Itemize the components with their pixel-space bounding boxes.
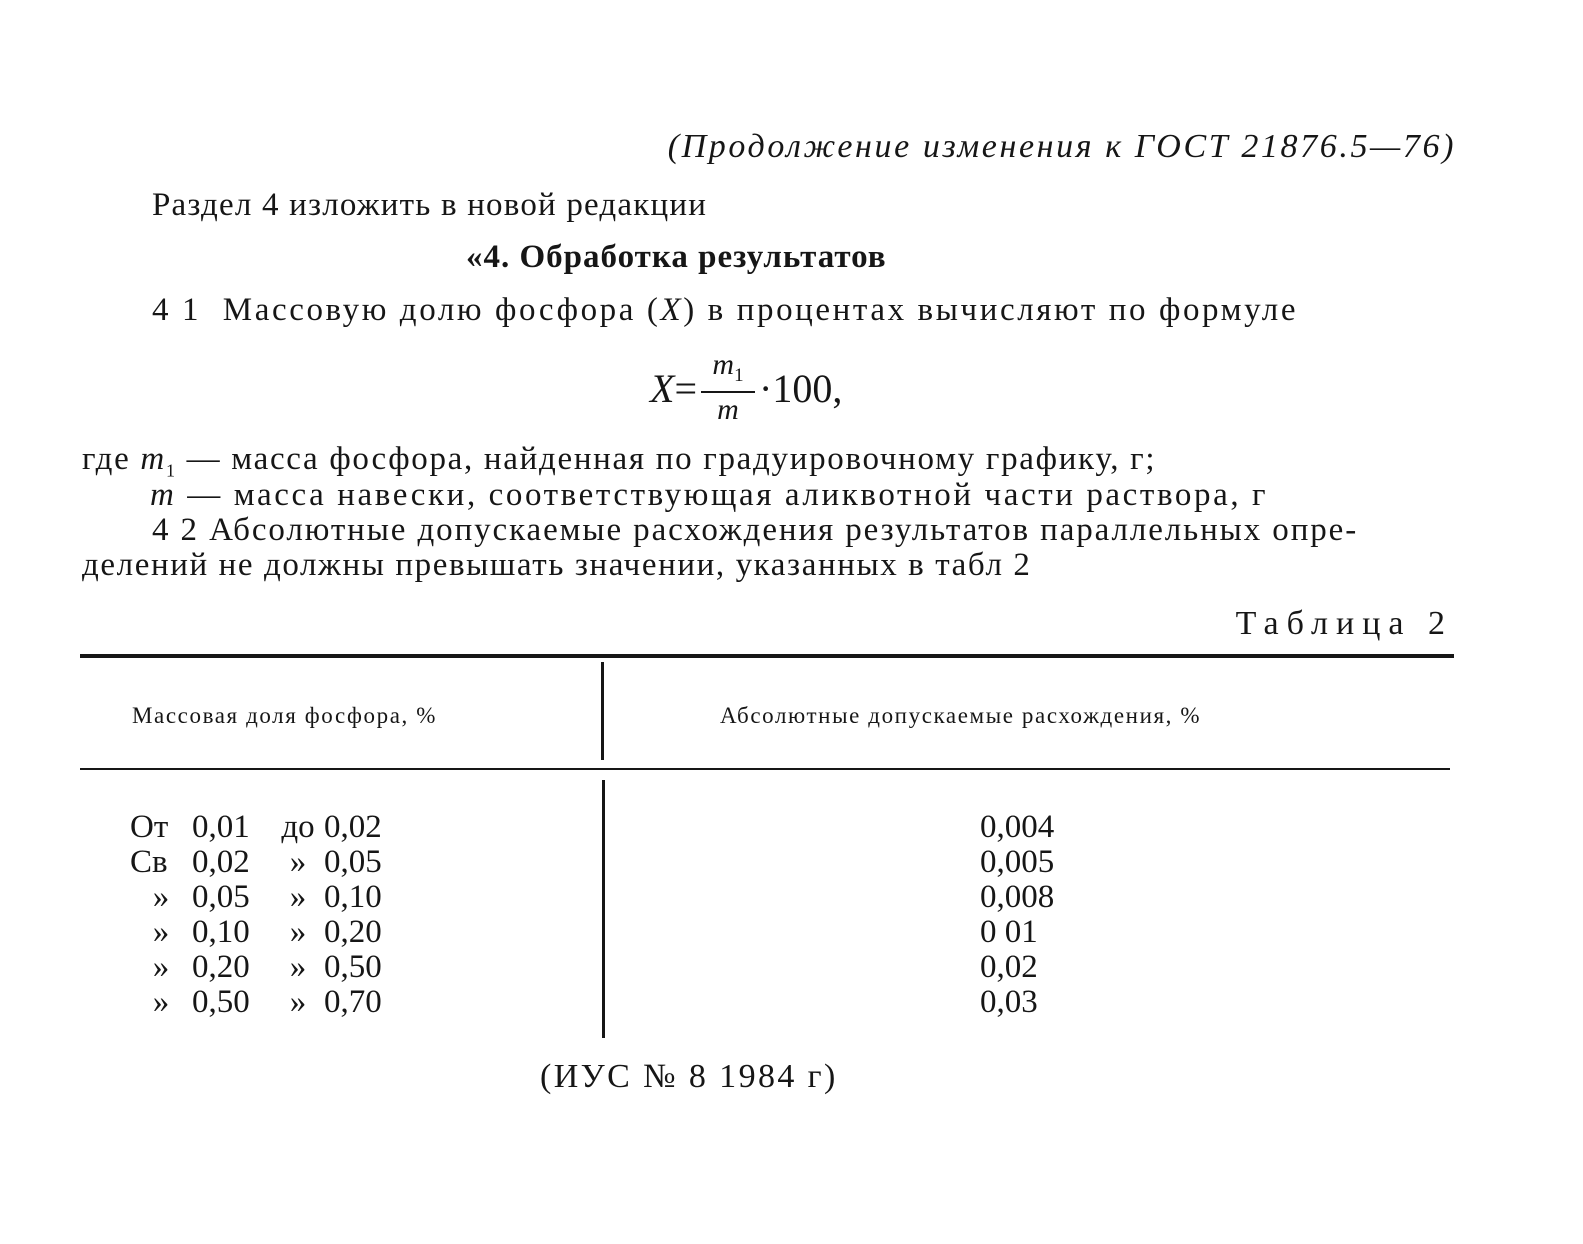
range-to: 0,05 (324, 844, 382, 880)
range-prefix: » (152, 949, 170, 985)
range-separator: до (281, 809, 315, 845)
tolerance-value: 0,008 (980, 879, 1055, 915)
table-caption: Таблица 2 (1235, 605, 1453, 642)
range-prefix: Св (130, 844, 168, 880)
table-row (130, 845, 396, 880)
variable-m1 (140, 441, 177, 481)
where-line-2 (150, 476, 1268, 514)
paragraph-4-2: 4 2 Абсолютные допускаемые расхождения результатов параллельных опре- (152, 512, 1359, 548)
where-definition-1: — масса фосфора, найденная по градуировочному графику, г; (176, 441, 1157, 477)
table-tolerances (980, 810, 1054, 1020)
variable-m1-letter: m (140, 441, 166, 477)
paragraph-number: 4 1 (152, 292, 202, 328)
formula-fraction (701, 347, 755, 427)
paragraph-4-2-continued: делений не должны превышать значении, указанных в табл 2 (82, 547, 1032, 583)
tolerance-value: 0,005 (980, 844, 1055, 880)
range-prefix: » (152, 914, 170, 950)
paragraph-text-end: ) в процентах вычисляют по формуле (683, 292, 1299, 328)
numerator-var: m (712, 347, 735, 381)
range-separator: » (289, 844, 307, 880)
column-header-tolerance: Абсолютные допускаемые расхождения, % (720, 703, 1202, 728)
range-from: 0,10 (192, 914, 250, 950)
numerator-subscript: 1 (734, 364, 744, 386)
formula-equals: = (674, 365, 697, 411)
formula-factor: 100, (772, 365, 843, 411)
variable-x: X (660, 292, 684, 328)
formula-numerator (710, 347, 745, 391)
table-row (130, 810, 396, 845)
range-from: 0,01 (192, 809, 250, 845)
range-separator: » (289, 984, 307, 1020)
table-row (130, 950, 396, 985)
section-title: «4. Обработка результатов (466, 239, 887, 275)
table-body-divider (602, 780, 605, 1038)
paragraph-text-start: Массовую долю фосфора ( (222, 292, 661, 328)
range-separator: » (289, 879, 307, 915)
table-header-divider (601, 662, 604, 760)
section-note: Раздел 4 изложить в новой редакции (152, 187, 708, 223)
where-definition-2: — масса навески, соответствующая аликвотной части раствора, г (176, 477, 1269, 513)
range-to: 0,50 (324, 949, 382, 985)
range-prefix: От (130, 809, 169, 845)
range-from: 0,20 (192, 949, 250, 985)
range-prefix: » (152, 984, 170, 1020)
table-row (130, 915, 396, 950)
tolerance-value: 0,02 (980, 949, 1038, 985)
table-top-rule (80, 654, 1454, 658)
formula (650, 348, 842, 428)
tolerance-value: 0,03 (980, 984, 1038, 1020)
tolerance-value: 0,004 (980, 809, 1055, 845)
column-header-mass-fraction: Массовая доля фосфора, % (132, 703, 438, 728)
paragraph-4-1 (152, 291, 1298, 329)
formula-denominator: m (717, 392, 739, 426)
range-to: 0,10 (324, 879, 382, 915)
range-from: 0,05 (192, 879, 250, 915)
range-to: 0,02 (324, 809, 382, 845)
formula-lhs: X (650, 365, 675, 411)
continuation-note: (Продолжение изменения к ГОСТ 21876.5—76) (667, 128, 1456, 165)
range-from: 0,02 (192, 844, 250, 880)
table-header-rule (80, 768, 1450, 770)
variable-m1-subscript: 1 (165, 460, 177, 481)
range-from: 0,50 (192, 984, 250, 1020)
where-lead: где (82, 441, 141, 477)
formula-times: · (759, 365, 773, 411)
tolerance-value: 0 01 (980, 914, 1038, 950)
table-ranges (130, 810, 396, 1020)
variable-m: m (150, 477, 177, 513)
range-to: 0,70 (324, 984, 382, 1020)
range-separator: » (289, 914, 307, 950)
source-reference: (ИУС № 8 1984 г) (540, 1058, 838, 1095)
range-separator: » (289, 949, 307, 985)
table-row (130, 985, 396, 1020)
table-row (130, 880, 396, 915)
range-prefix: » (152, 879, 170, 915)
range-to: 0,20 (324, 914, 382, 950)
